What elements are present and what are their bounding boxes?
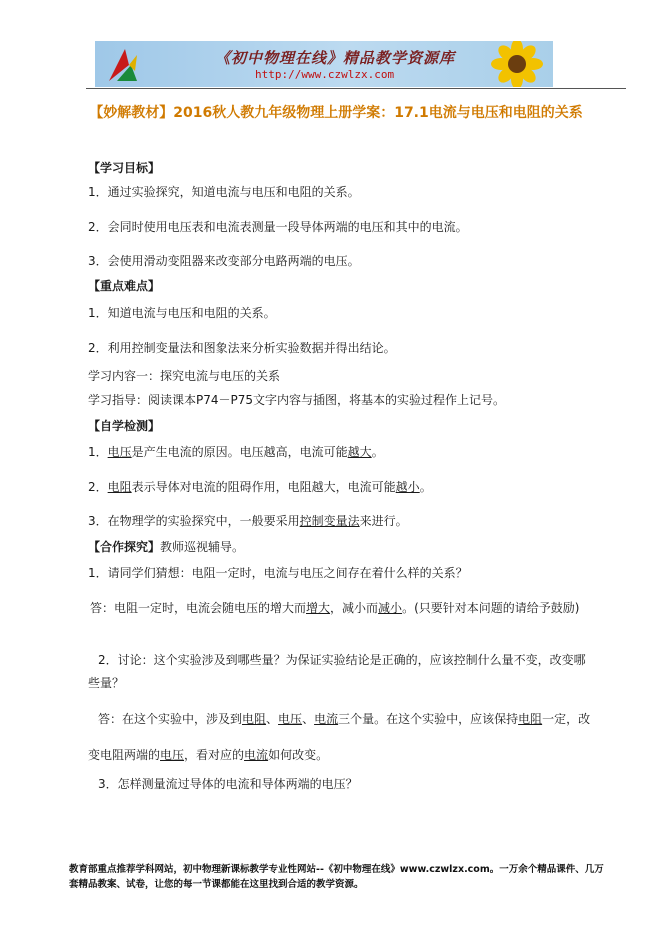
- page-title: 【妙解教材】2016秋人教九年级物理上册学案：17.1电流与电压和电阻的关系: [89, 105, 583, 121]
- goal-item: 3．会使用滑动变阻器来改变部分电路两端的电压。: [88, 254, 360, 268]
- key-item: 1．知道电流与电压和电阻的关系。: [88, 306, 276, 320]
- answer-blank: 越小: [395, 480, 420, 494]
- key-heading: 【重点难点】: [88, 279, 161, 293]
- question-2: 2．讨论：这个实验涉及到哪些量？为保证实验结论是正确的，应该控制什么量不变，改变哪些量？: [88, 653, 586, 690]
- answer-1: 答：电阻一定时，电流会随电压的增大而增大，减小而减小。(只要针对本问题的请给予鼓励): [90, 601, 580, 615]
- banner-title: 《初中物理在线》精品教学资源库: [215, 49, 456, 67]
- question-3: 3．怎样测量流过导体的电流和导体两端的电压？: [98, 777, 358, 791]
- answer-2: 答：在这个实验中，涉及到电阻、电压、电流三个量。在这个实验中，应该保持电阻一定，改变电阻两端的电压，看对应的电流如何改变。: [88, 712, 591, 762]
- content-one: 学习内容一：探究电流与电压的关系: [88, 369, 281, 383]
- goals-heading: 【学习目标】: [88, 161, 161, 175]
- coop-heading: 【合作探究】: [88, 540, 161, 554]
- header-banner: [95, 41, 553, 87]
- answer-blank: 控制变量法: [299, 514, 360, 528]
- answer-blank: 越大: [347, 445, 372, 459]
- site-logo-icon: [103, 45, 143, 85]
- selfcheck-heading: 【自学检测】: [88, 419, 161, 433]
- sunflower-icon: [487, 41, 547, 87]
- selfcheck-item-2: 2．电阻表示导体对电流的阻碍作用，电阻越大，电流可能越小。: [88, 480, 432, 494]
- goal-item: 1．通过实验探究，知道电流与电压和电阻的关系。: [88, 185, 360, 199]
- selfcheck-item-1: 1．电压是产生电流的原因。电压越高，电流可能越大。: [88, 445, 384, 459]
- answer-blank: 电压: [107, 445, 132, 459]
- answer-blank: 电阻: [107, 480, 132, 494]
- footer-note: 教育部重点推荐学科网站，初中物理新课标教学专业性网站--《初中物理在线》www.czwlzx.com。一万余个精品课件、几万套精品教案、试卷，让您的每一节课都能在这里找到合适的教学资源。: [69, 864, 604, 890]
- banner-url[interactable]: http://www.czwlzx.com: [255, 68, 395, 81]
- selfcheck-item-3: 3．在物理学的实验探究中，一般要采用控制变量法来进行。: [88, 514, 408, 528]
- question-1: 1．请同学们猜想：电阻一定时，电流与电压之间存在着什么样的关系？: [88, 566, 468, 580]
- goal-item: 2．会同时使用电压表和电流表测量一段导体两端的电压和其中的电流。: [88, 220, 468, 234]
- coop-line: 【合作探究】教师巡视辅导。: [88, 540, 245, 554]
- key-item: 2．利用控制变量法和图象法来分析实验数据并得出结论。: [88, 341, 396, 355]
- header-rule: [86, 88, 626, 89]
- study-guide: 学习指导：阅读课本P74－P75文字内容与插图，将基本的实验过程作上记号。: [88, 393, 506, 407]
